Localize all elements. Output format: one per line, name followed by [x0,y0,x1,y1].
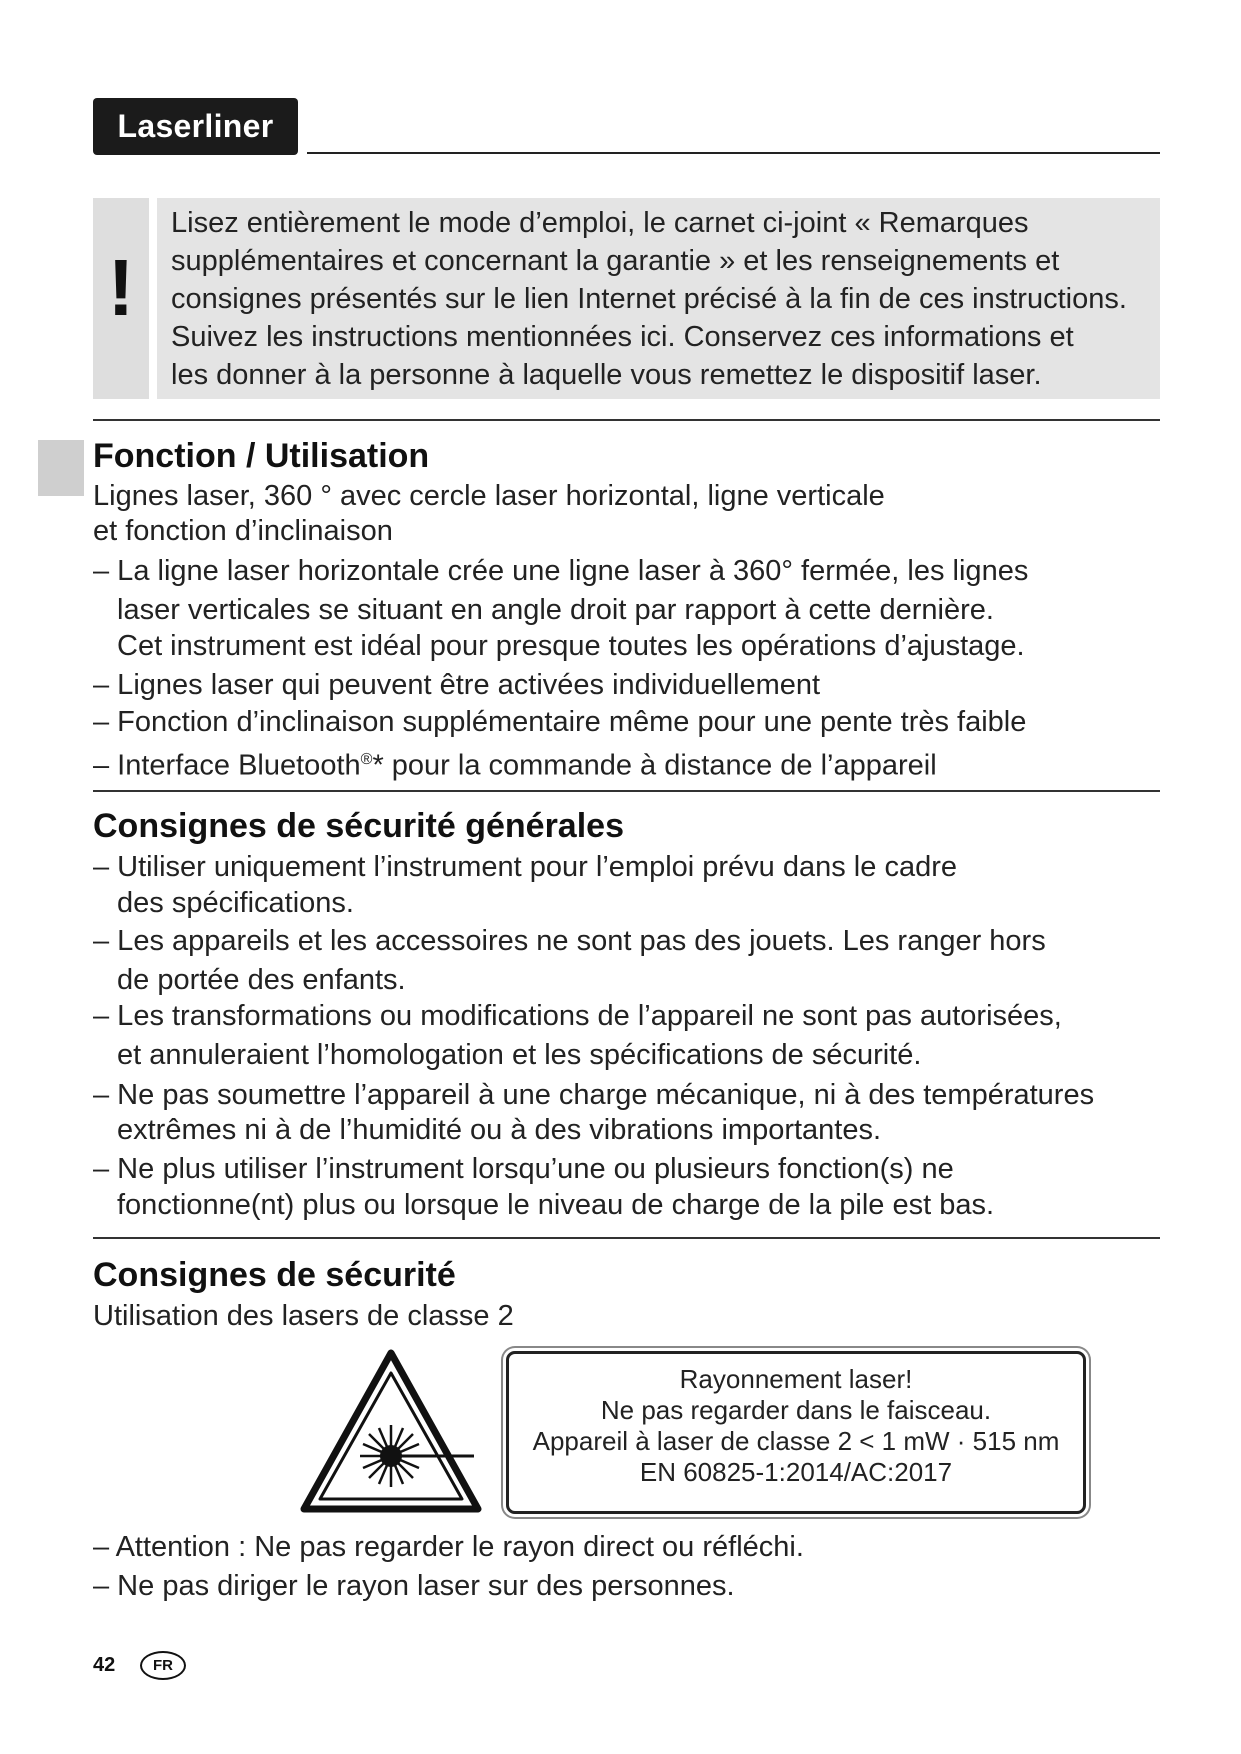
bluetooth-suffix: * pour la commande à distance de l’appareil [372,749,937,782]
laser-warning-label [506,1351,1086,1514]
laser-label-line: Ne pas regarder dans le faisceau. [600,1395,992,1425]
warning-line: supplémentaires et concernant la garantie » et les renseignements et [171,245,1060,277]
safety-item-cont: des spécifications. [117,887,354,919]
exclamation-icon: ! [107,243,135,332]
registered-mark: ® [360,751,373,768]
function-item-cont: Cet instrument est idéal pour presque toutes les opérations d’ajustage. [117,630,1025,662]
section-divider [93,1237,1160,1239]
warning-notice [157,198,1160,399]
safety-item: – Ne plus utiliser l’instrument lorsqu’une ou plusieurs fonction(s) ne [93,1153,954,1185]
warning-line: les donner à la personne à laquelle vous remettez le dispositif laser. [171,359,1042,391]
safety-item-cont: fonctionne(nt) plus ou lorsque le niveau de charge de la pile est bas. [117,1189,995,1221]
section-title-general-safety: Consignes de sécurité générales [93,807,624,845]
section-divider [93,419,1160,421]
warning-line: Suivez les instructions mentionnées ici. Conservez ces informations et [171,321,1074,353]
page-number: 42 [93,1654,116,1676]
safety-subtitle: Utilisation des lasers de classe 2 [93,1300,514,1332]
safety-item: – Les transformations ou modifications de l’appareil ne sont pas autorisées, [93,1000,1062,1032]
function-item: – Fonction d’inclinaison supplémentaire même pour une pente très faible [93,706,1027,738]
warning-line: Lisez entièrement le mode d’emploi, le carnet ci-joint « Remarques [171,207,1029,239]
safety-item: – Les appareils et les accessoires ne sont pas des jouets. Les ranger hors [93,925,1046,957]
safety-item-cont: extrêmes ni à de l’humidité ou à des vibrations importantes. [117,1114,882,1146]
warning-line: consignes présentés sur le lien Internet précisé à la fin de ces instructions. [171,283,1127,315]
laser-label-line: Appareil à laser de classe 2 < 1 mW · 515 nm [532,1426,1060,1456]
function-intro-line: Lignes laser, 360 ° avec cercle laser horizontal, ligne verticale [93,480,885,512]
safety-item-cont: et annuleraient l’homologation et les spécifications de sécurité. [117,1039,922,1071]
laser-safety-item: – Attention : Ne pas regarder le rayon direct ou réfléchi. [93,1531,804,1563]
function-item: – La ligne laser horizontale crée une ligne laser à 360° fermée, les lignes [93,555,1029,587]
brand-logo: Laserliner [93,98,298,155]
bluetooth-prefix: – Interface Bluetooth [93,749,361,782]
section-tab-marker [38,440,84,496]
laser-warning-triangle-icon [298,1347,484,1515]
safety-item: – Ne pas soumettre l’appareil à une charge mécanique, ni à des températures [93,1079,1095,1111]
function-item-cont: laser verticales se situant en angle droit par rapport à cette dernière. [117,594,994,626]
section-title-function: Fonction / Utilisation [93,437,430,475]
function-item-bluetooth [93,742,937,784]
function-intro-line: et fonction d’inclinaison [93,515,393,547]
header-rule [307,152,1160,154]
laser-label-line: Rayonnement laser! [679,1364,913,1394]
section-title-safety: Consignes de sécurité [93,1256,456,1294]
section-divider [93,790,1160,792]
laser-safety-item: – Ne pas diriger le rayon laser sur des personnes. [93,1570,735,1602]
safety-item-cont: de portée des enfants. [117,964,406,996]
safety-item: – Utiliser uniquement l’instrument pour l’emploi prévu dans le cadre [93,851,957,883]
laser-label-line: EN 60825-1:2014/AC:2017 [639,1457,953,1487]
function-item: – Lignes laser qui peuvent être activées individuellement [93,669,821,701]
language-badge: FR [140,1651,186,1680]
